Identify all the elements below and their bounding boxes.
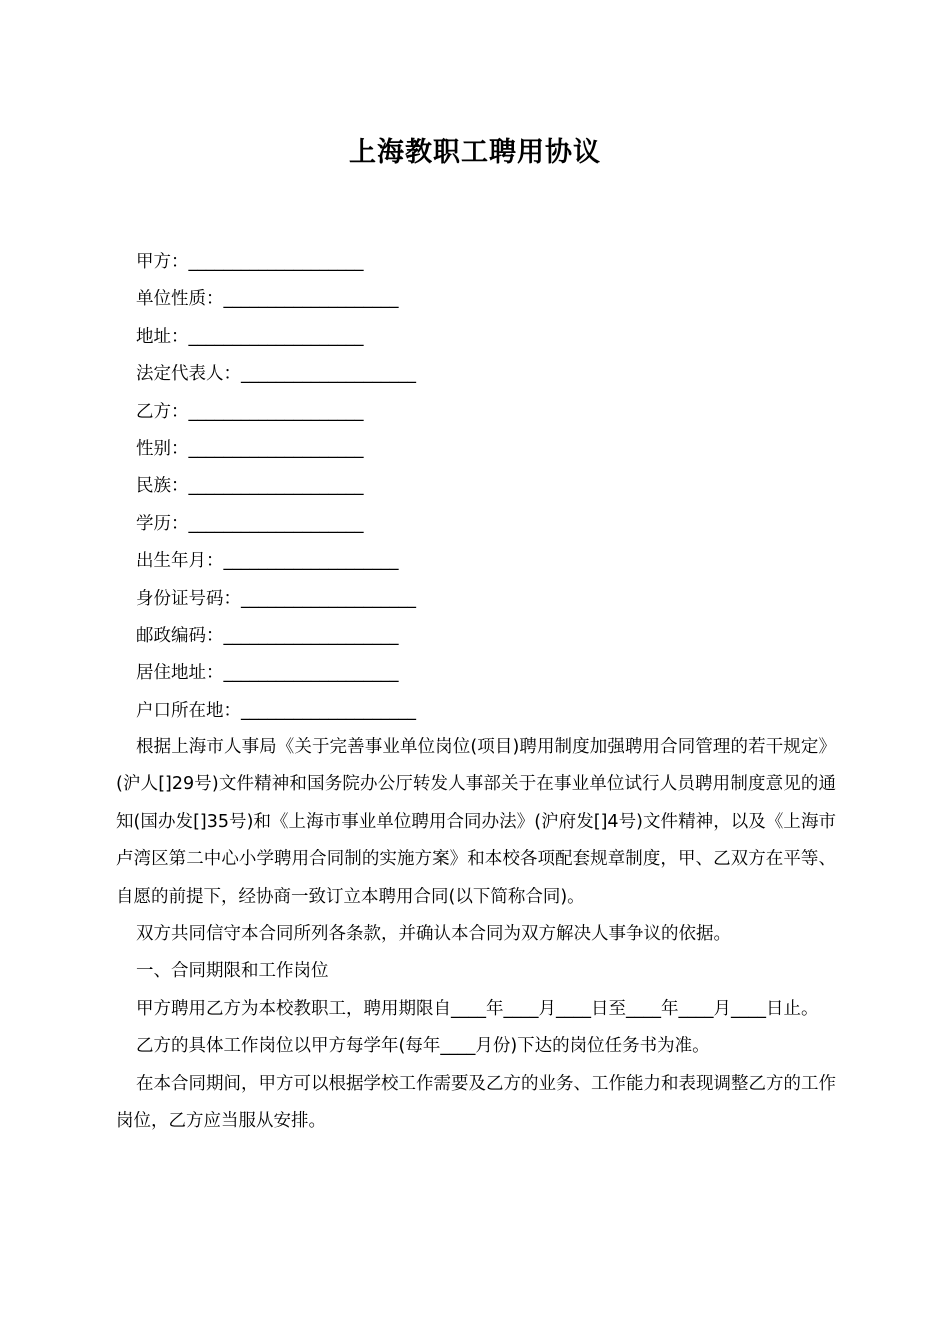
field-birth-date xyxy=(136,543,416,580)
field-label: 法定代表人： xyxy=(136,364,241,385)
field-id-number xyxy=(136,581,416,618)
paragraph-position: 乙方的具体工作岗位以甲方每学年(每年____月份)下达的岗位任务书为准。 xyxy=(136,1036,710,1057)
field-blank: ____________________ xyxy=(241,700,416,721)
field-ethnicity xyxy=(136,468,416,505)
field-blank: ____________________ xyxy=(223,289,399,310)
field-residence-address xyxy=(136,655,416,692)
field-blank: ____________________ xyxy=(241,588,416,609)
field-education xyxy=(136,506,416,543)
contract-body xyxy=(116,729,836,1140)
field-label: 居住地址： xyxy=(136,663,224,684)
field-address xyxy=(136,319,416,356)
field-label: 民族： xyxy=(136,476,189,497)
field-blank: ____________________ xyxy=(188,401,364,422)
field-label: 性别： xyxy=(136,438,189,459)
field-unit-nature xyxy=(136,281,416,318)
field-party-a xyxy=(136,244,416,281)
party-info-fields xyxy=(136,244,416,730)
field-blank: ____________________ xyxy=(188,438,364,459)
field-blank: ____________________ xyxy=(188,326,364,347)
field-label: 身份证号码： xyxy=(136,588,241,609)
field-legal-representative xyxy=(136,356,416,393)
field-label: 地址： xyxy=(136,326,189,347)
field-label: 单位性质： xyxy=(136,289,224,310)
field-blank: ____________________ xyxy=(223,551,399,572)
field-label: 出生年月： xyxy=(136,551,224,572)
field-blank: ____________________ xyxy=(223,625,399,646)
field-gender xyxy=(136,431,416,468)
paragraph-term: 甲方聘用乙方为本校教职工，聘用期限自____年____月____日至____年____月____日止。 xyxy=(136,998,819,1019)
field-blank: ____________________ xyxy=(223,663,399,684)
section-heading: 一、合同期限和工作岗位 xyxy=(136,961,329,982)
field-blank: ____________________ xyxy=(188,513,364,534)
field-blank: ____________________ xyxy=(188,476,364,497)
field-party-b xyxy=(136,394,416,431)
paragraph-agreement: 双方共同信守本合同所列各条款，并确认本合同为双方解决人事争议的依据。 xyxy=(136,924,731,945)
field-label: 乙方： xyxy=(136,401,189,422)
document-title: 上海教职工聘用协议 xyxy=(349,137,601,168)
field-household-registration xyxy=(136,693,416,730)
paragraph-basis: 根据上海市人事局《关于完善事业单位岗位(项目)聘用制度加强聘用合同管理的若干规定》(沪人[]29号)文件精神和国务院办公厅转发人事部关于在事业单位试行人员聘用制度意见的通知(国办发[]35号)和《上海市事业单位聘用合同办法》(沪府发[]4号)文件精神，以及《上海市卢湾区第二中心小学聘用合同制的实施方案》和本校各项配套规章制度，甲、乙双方在平等、自愿的前提下，经协商一致订立本聘用合同(以下简称合同)。 xyxy=(116,737,836,907)
field-blank: ____________________ xyxy=(188,252,364,272)
paragraph-adjustment: 在本合同期间，甲方可以根据学校工作需要及乙方的业务、工作能力和表现调整乙方的工作岗位，乙方应当服从安排。 xyxy=(116,1073,836,1132)
field-blank: ____________________ xyxy=(241,364,416,385)
field-label: 邮政编码： xyxy=(136,625,224,646)
field-label: 学历： xyxy=(136,513,189,534)
field-postal-code xyxy=(136,618,416,655)
field-label: 甲方： xyxy=(136,252,189,272)
field-label: 户口所在地： xyxy=(136,700,241,721)
